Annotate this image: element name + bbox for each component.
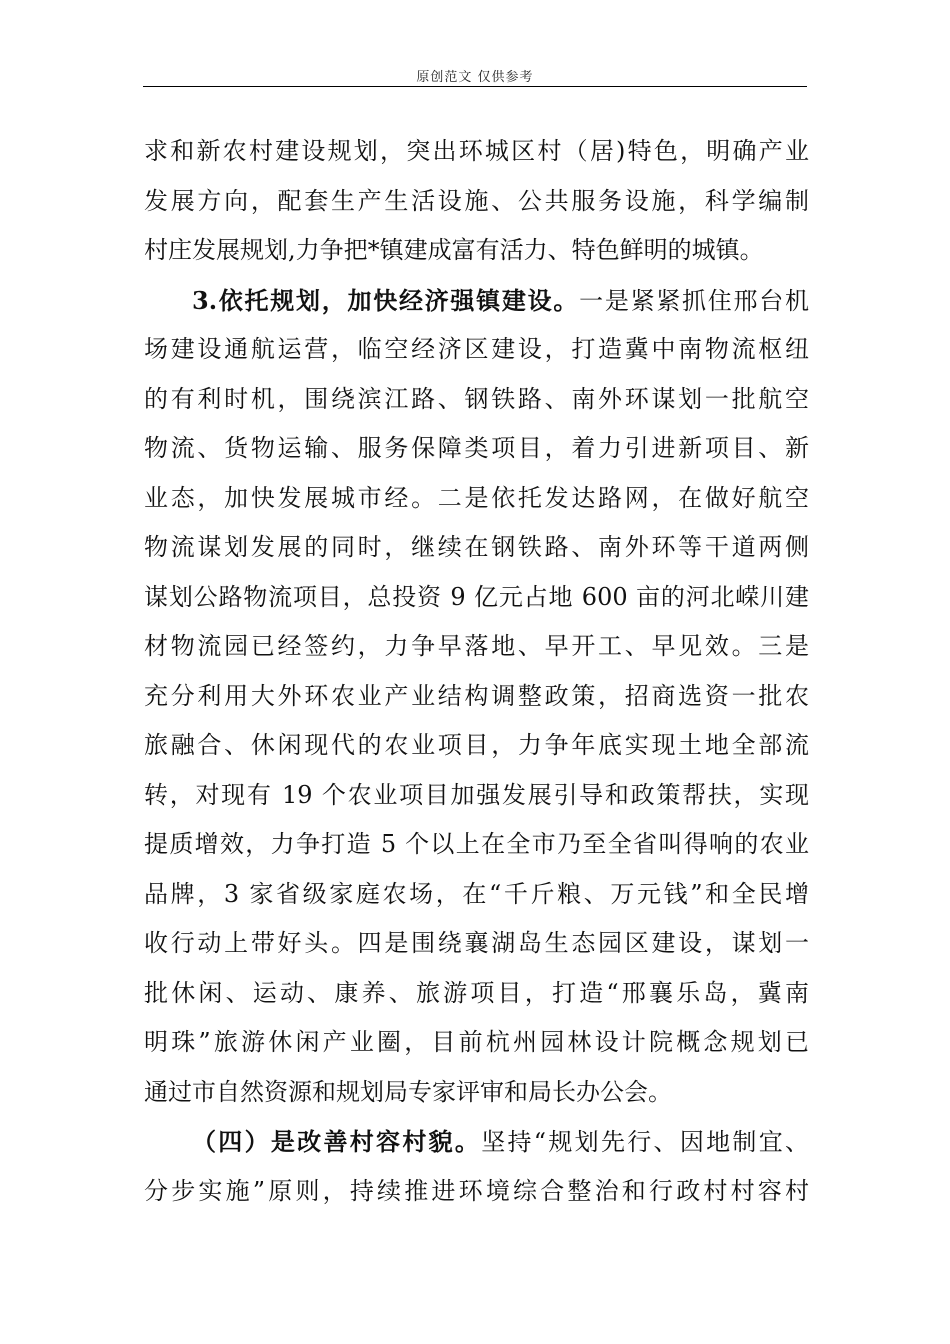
body-line: 通过市自然资源和规划局专家评审和局长办公会。 <box>144 1077 672 1106</box>
header-divider <box>143 86 807 87</box>
body-line: 收行动上带好头。四是围绕襄湖岛生态园区建设，谋划一 <box>144 929 809 957</box>
body-line: 发展方向，配套生产生活设施、公共服务设施，科学编制 <box>144 186 809 215</box>
body-line: 充分利用大外环农业产业结构调整政策，招商选资一批农 <box>144 681 809 710</box>
body-line: 村庄发展规划,力争把*镇建成富有活力、特色鲜明的城镇。 <box>144 236 764 264</box>
page-header: 原创范文 仅供参考 <box>416 70 534 85</box>
body-line: 的有利时机，围绕滨江路、钢铁路、南外环谋划一批航空 <box>144 384 809 413</box>
body-line: 品牌，3 家省级家庭农场，在“千斤粮、万元钱”和全民增 <box>144 879 809 908</box>
body-line: 转，对现有 19 个农业项目加强发展引导和政策帮扶，实现 <box>144 780 809 809</box>
section-heading-line <box>144 1117 809 1167</box>
body-line: 谋划公路物流项目，总投资 9 亿元占地 600 亩的河北嵘川建 <box>144 582 809 611</box>
body-line: 明珠”旅游休闲产业圈，目前杭州园林设计院概念规划已 <box>144 1028 809 1056</box>
body-line: 分步实施”原则，持续推进环境综合整治和行政村村容村 <box>144 1176 809 1205</box>
body-line-text: 坚持“规划先行、因地制宜、 <box>481 1128 809 1156</box>
body-line: 旅融合、休闲现代的农业项目，力争年底实现土地全部流 <box>144 731 809 759</box>
body-line: 业态，加快发展城市经。二是依托发达路网，在做好航空 <box>144 483 809 512</box>
section-heading: （四）是改善村容村貌。 <box>192 1127 482 1156</box>
body-line: 提质增效，力争打造 5 个以上在全市乃至全省叫得响的农业 <box>144 830 809 858</box>
body-line: 材物流园已经签约，力争早落地、早开工、早见效。三是 <box>144 632 809 660</box>
section-heading: 3.依托规划，加快经济强镇建设。 <box>192 285 580 315</box>
body-line: 批休闲、运动、康养、旅游项目，打造“邢襄乐岛，冀南 <box>144 978 809 1007</box>
document-body <box>144 127 809 1216</box>
section-heading-line <box>144 276 809 326</box>
body-line: 求和新农村建设规划，突出环城区村（居)特色，明确产业 <box>144 137 809 165</box>
body-line-text: 一是紧紧抓住邢台机 <box>579 286 810 315</box>
body-line: 物流谋划发展的同时，继续在钢铁路、南外环等干道两侧 <box>144 533 809 561</box>
body-line: 场建设通航运营，临空经济区建设，打造冀中南物流枢纽 <box>144 335 809 363</box>
body-line: 物流、货物运输、服务保障类项目，着力引进新项目、新 <box>144 434 809 462</box>
